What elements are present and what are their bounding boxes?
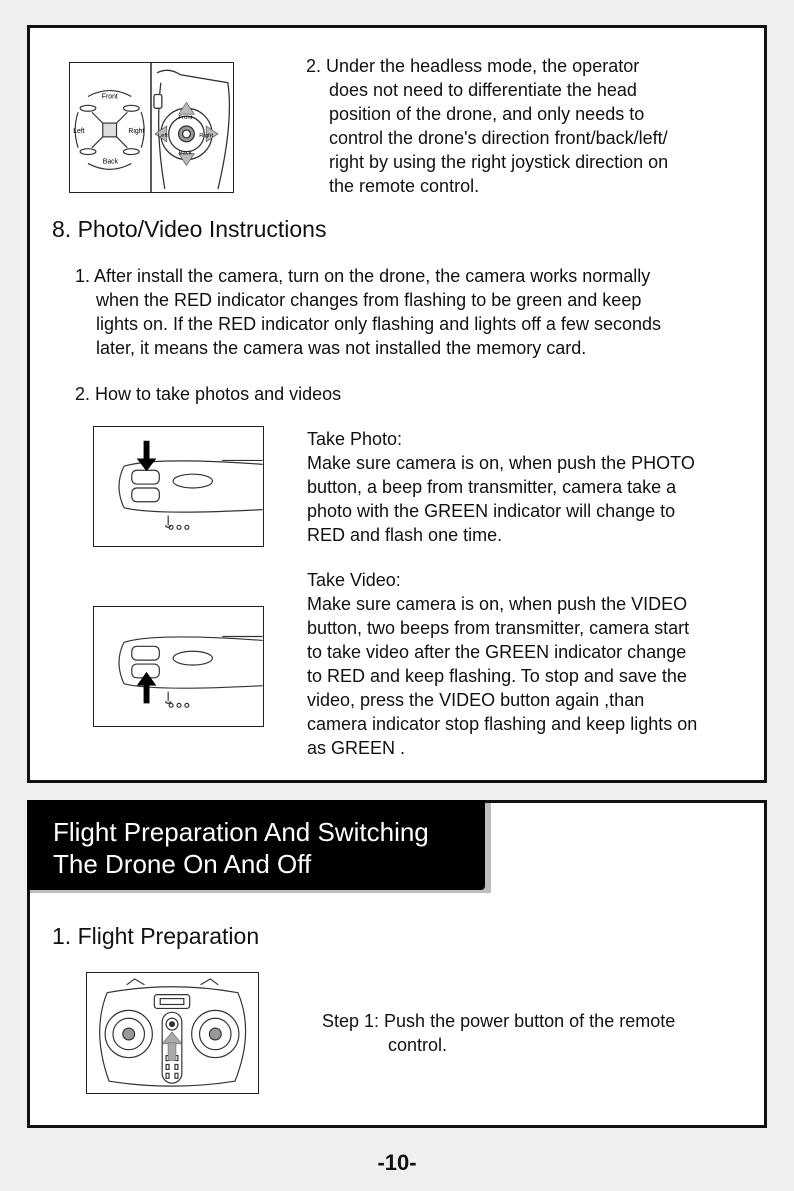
right-label: Right bbox=[128, 127, 145, 135]
down-arrow-icon bbox=[137, 441, 157, 471]
banner-line-1: Flight Preparation And Switching bbox=[53, 817, 429, 847]
take-photo-text: Take Photo: Make sure camera is on, when push the PHOTO button, a beep from transmitter, camera take a photo with the GREEN indicator will change to RED and flash one time. bbox=[307, 427, 757, 547]
photo-video-item-2: 2. How to take photos and videos bbox=[75, 384, 342, 404]
photo-button-figure bbox=[93, 426, 264, 547]
power-arrow-icon bbox=[162, 1032, 182, 1061]
flight-preparation-title: 1. Flight Preparation bbox=[52, 923, 260, 949]
flight-prep-step-1: Step 1: Push the power button of the remote control. bbox=[322, 1011, 676, 1055]
front-label: Front bbox=[101, 93, 118, 101]
banner-line-2: The Drone On And Off bbox=[53, 849, 312, 879]
stick-back-label: Back bbox=[178, 150, 192, 157]
video-button-figure bbox=[93, 606, 264, 727]
section-8-title: 8. Photo/Video Instructions bbox=[52, 216, 327, 242]
remote-control-figure bbox=[86, 972, 259, 1094]
take-video-title: Take Video: bbox=[307, 570, 401, 590]
left-label: Left bbox=[73, 127, 85, 135]
page-number: -10- bbox=[377, 1150, 417, 1175]
headless-step-2: 2. Under the headless mode, the operator does not need to differentiate the head position of the drone, and only needs to control the drone's direction front/back/left/ right by using the right joystick direction on the remote control. bbox=[306, 56, 669, 196]
back-label: Back bbox=[102, 158, 119, 166]
stick-right-label: Right bbox=[199, 132, 214, 139]
headless-mode-figure bbox=[69, 62, 234, 193]
stick-left-label: Left bbox=[157, 132, 168, 139]
section-banner bbox=[27, 800, 485, 890]
stick-front-label: Front bbox=[178, 115, 193, 122]
photo-video-item-1: 1. After install the camera, turn on the drone, the camera works normally when the RED indicator changes from flashing to be green and keep lights on. If the RED indicator only flashing and lights off a few seconds later, it means the camera was not installed the memory card. bbox=[75, 266, 661, 358]
take-photo-title: Take Photo: bbox=[307, 429, 403, 449]
take-video-text: Take Video: Make sure camera is on, when push the VIDEO button, two beeps from transmitter, camera start to take video after the GREEN indicator change to RED and keep flashing. To stop and save the video, press the VIDEO button again ,than camera indicator stop flashing and keep lights on as GREEN . bbox=[307, 568, 757, 760]
